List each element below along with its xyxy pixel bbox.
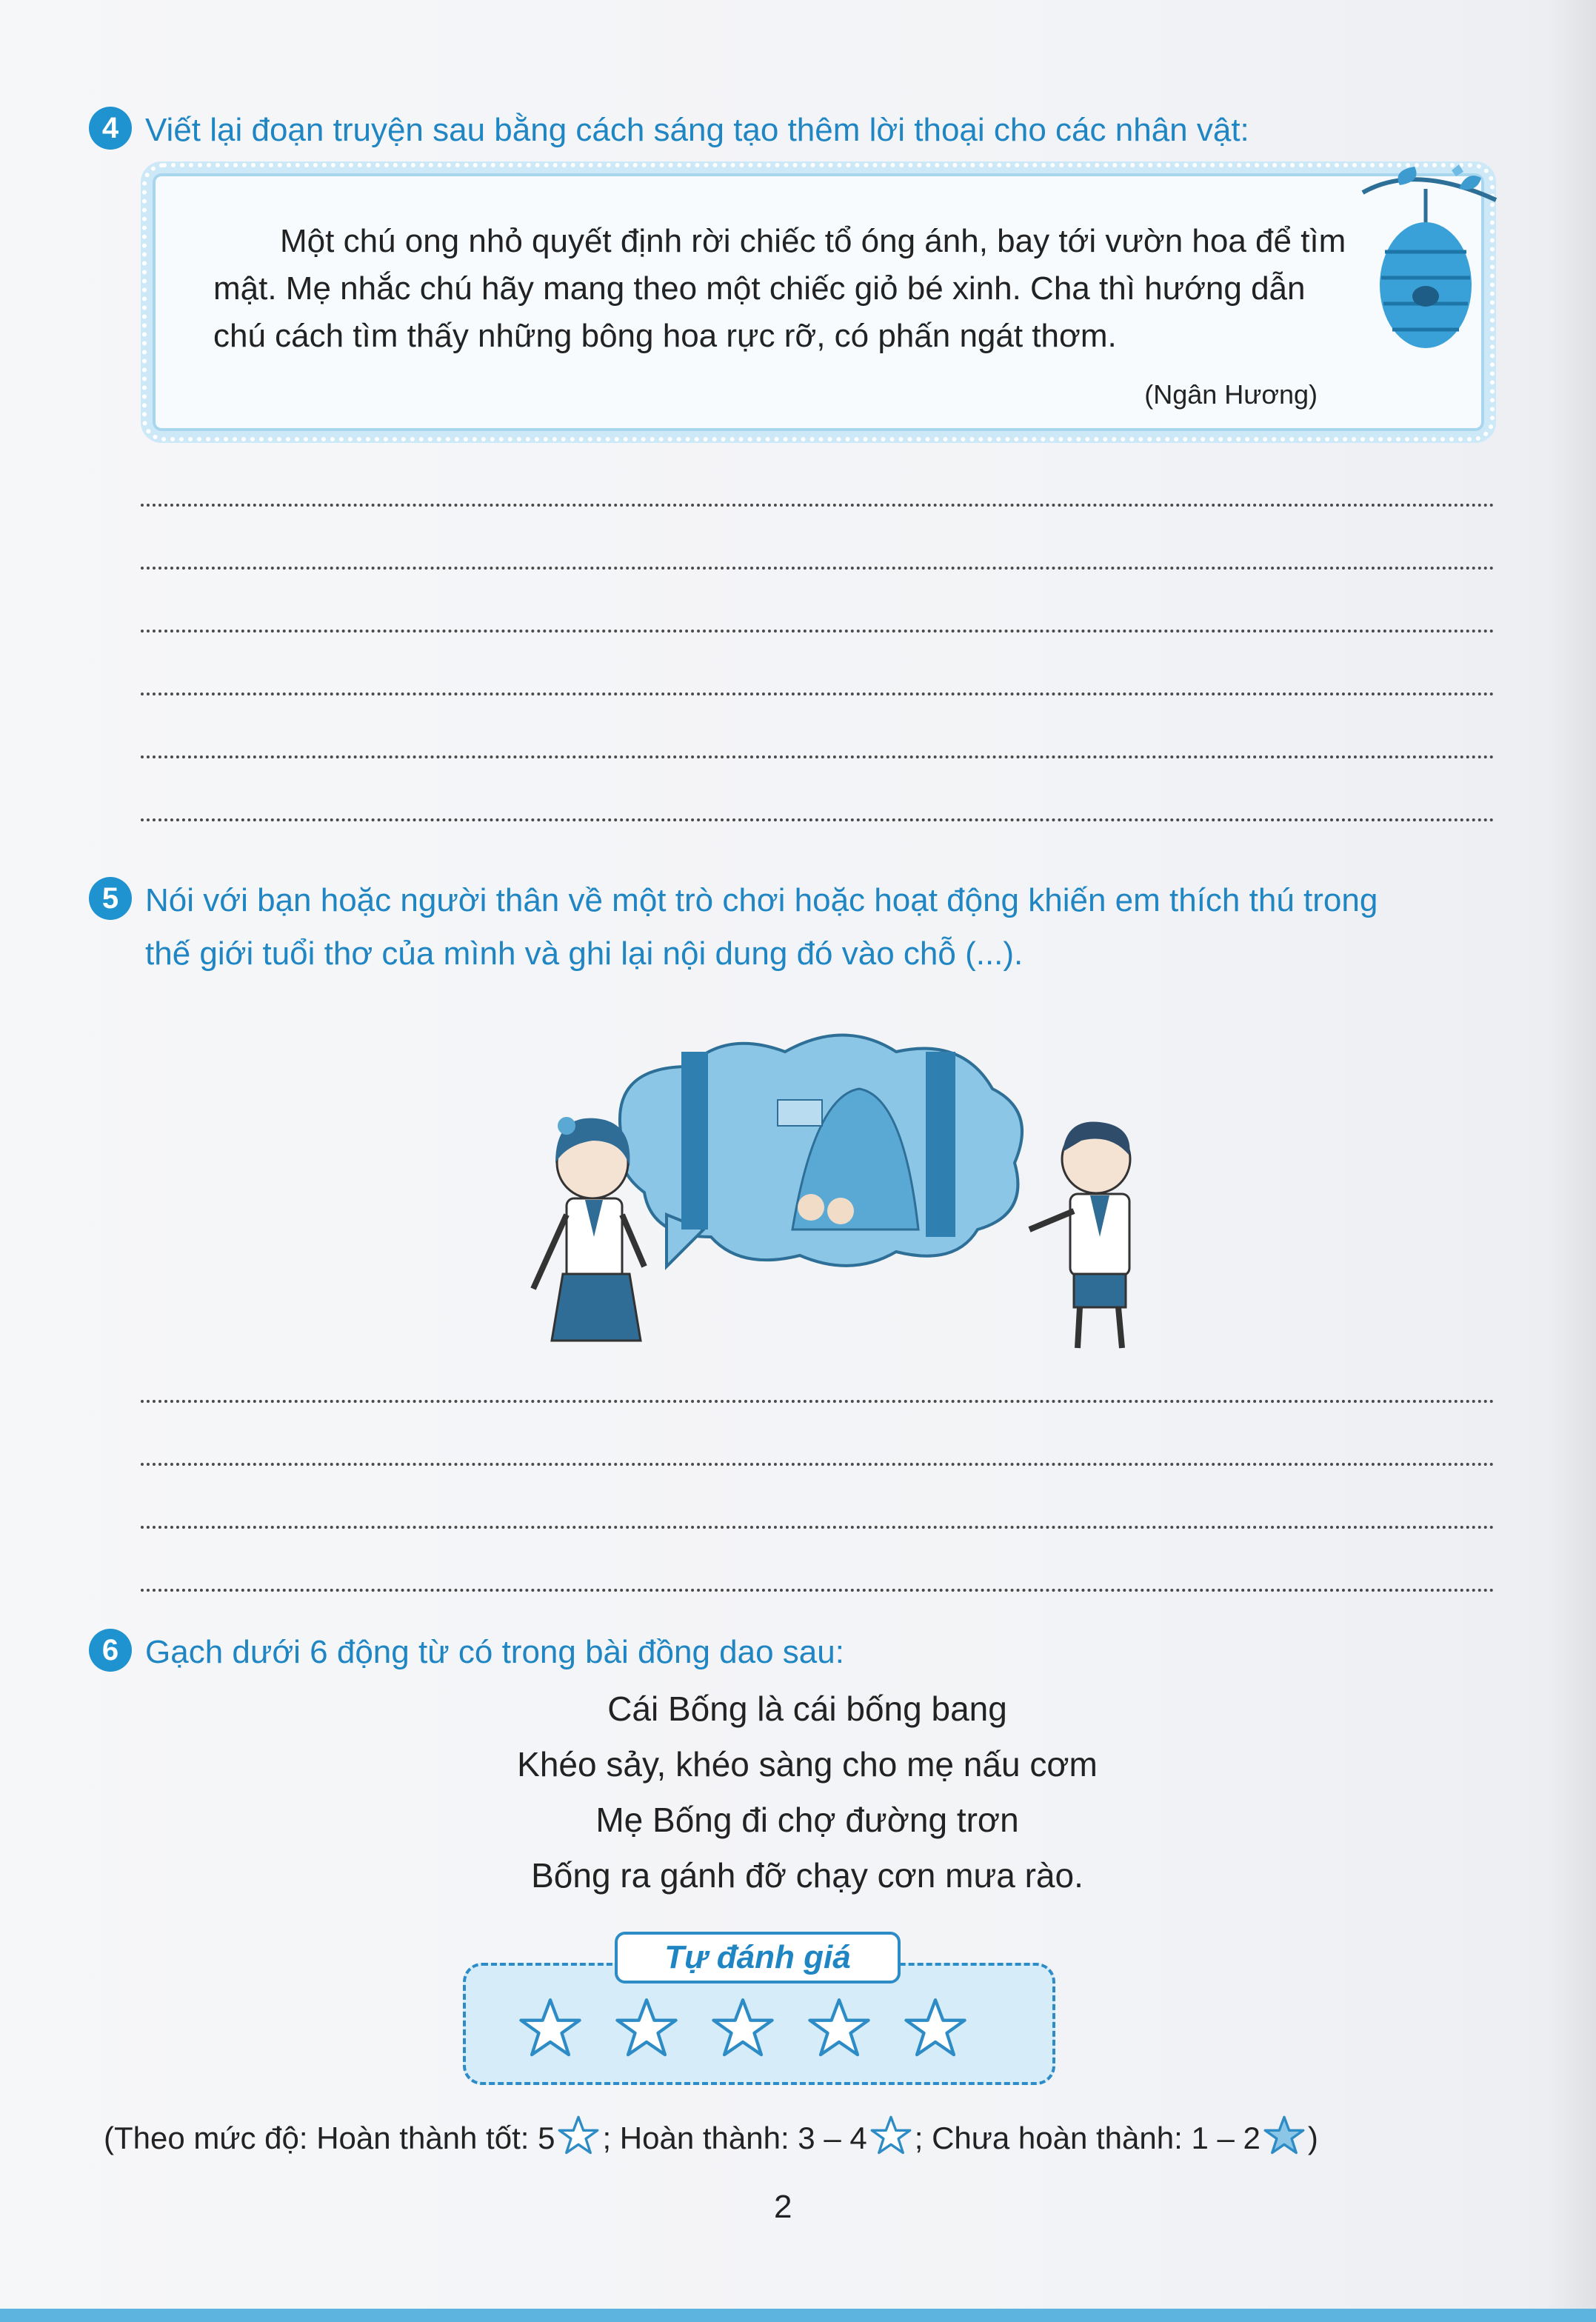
story-author: (Ngân Hương) [1144,379,1318,410]
poem-line: Bống ra gánh đỡ chạy cơn mưa rào. [531,1856,1084,1895]
page-number: 2 [774,2189,792,2225]
star-1-icon[interactable] [518,1996,582,2060]
question-5-title-line1: Nói với bạn hoặc người thân về một trò chơi hoặc hoạt động khiến em thích thú trong [145,882,1378,918]
bottom-color-strip [0,2309,1596,2322]
question-4-title: Viết lại đoạn truyện sau bằng cách sáng tạo thêm lời thoại cho các nhân vật: [145,112,1249,148]
answer-line[interactable] [141,1526,1495,1529]
question-6-title: Gạch dưới 6 động từ có trong bài đồng dao sau: [145,1634,844,1670]
poem-line: Mẹ Bống đi chợ đường trơn [595,1801,1019,1839]
story-paragraph: Một chú ong nhỏ quyết định rời chiếc tổ óng ánh, bay tới vườn hoa để tìm mật. Mẹ nhắc chú hãy mang theo một chiếc giỏ bé xinh. Cha thì hướng dẫn chú cách tìm thấy những bông hoa rực rỡ, có phấn ngát thơm. [213,223,1346,354]
scale-mid-1: ; Hoàn thành: 3 – 4 [602,2121,867,2155]
answer-line[interactable] [141,755,1495,758]
self-evaluation-title: Tự đánh giá [615,1932,901,1984]
scale-suffix: ) [1307,2121,1318,2155]
question-4-heading [89,104,1249,157]
star-outline-icon [556,2115,601,2156]
answer-line[interactable] [141,1463,1495,1466]
question-5-heading [89,874,1378,981]
poem-line: Cái Bống là cái bống bang [607,1689,1007,1728]
children-talking-illustration [444,1022,1185,1363]
answer-line[interactable] [141,567,1495,570]
star-half-icon [869,2115,913,2156]
scale-prefix: (Theo mức độ: Hoàn thành tốt: 5 [104,2121,555,2155]
question-5-title-line2: thế giới tuổi thơ của mình và ghi lại nội dung đó vào chỗ (...). [145,935,1024,972]
poem-line: Khéo sảy, khéo sàng cho mẹ nấu cơm [517,1745,1098,1784]
star-filled-icon [1262,2115,1306,2156]
question-5-title-block [145,874,1378,981]
answer-line[interactable] [141,504,1495,507]
beehive-icon [1355,156,1503,356]
star-rating [518,1996,967,2060]
page-edge-shadow [1544,0,1596,2322]
question-6-heading [89,1626,844,1679]
answer-line[interactable] [141,1589,1495,1592]
folk-poem [370,1681,1244,1904]
question-number-badge: 4 [89,107,132,150]
star-5-icon[interactable] [904,1996,967,2060]
answer-line[interactable] [141,818,1495,821]
answer-line[interactable] [141,630,1495,633]
star-3-icon[interactable] [711,1996,775,2060]
star-4-icon[interactable] [807,1996,871,2060]
question-number-badge: 5 [89,877,132,920]
rating-scale-legend [104,2115,1318,2162]
scale-mid-2: ; Chưa hoàn thành: 1 – 2 [914,2121,1261,2155]
answer-line[interactable] [141,693,1495,695]
question-number-badge: 6 [89,1629,132,1672]
answer-line[interactable] [141,1400,1495,1403]
story-frame [141,161,1496,443]
star-2-icon[interactable] [615,1996,678,2060]
